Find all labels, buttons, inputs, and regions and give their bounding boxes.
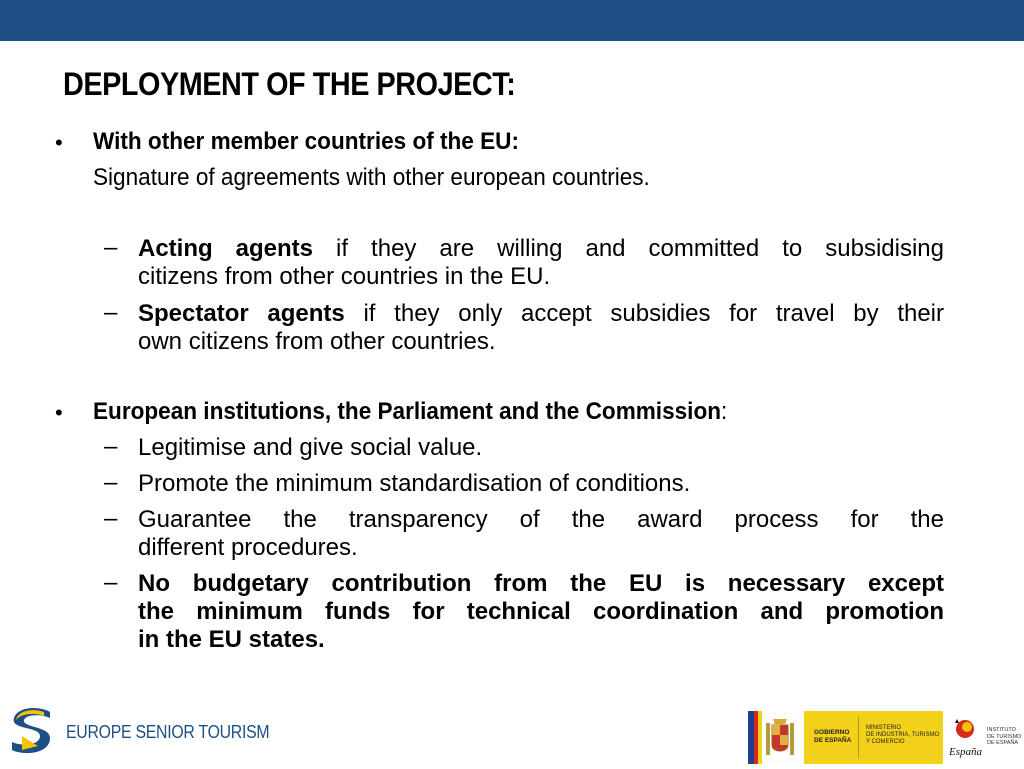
item-standardisation: Promote the minimum standardisation of conditions.: [138, 470, 691, 497]
brand-name: EUROPE SENIOR TOURISM: [66, 722, 270, 742]
spain-coat-of-arms-icon: [748, 711, 804, 764]
dash-icon: –: [104, 234, 118, 261]
slide-title: DEPLOYMENT OF THE PROJECT:: [63, 66, 516, 102]
item-acting-agents-line1: Acting agents if they are willing and committed to subsidising: [138, 235, 944, 262]
ets-logo-icon: [10, 706, 54, 759]
bullet-heading-eu-countries: With other member countries of the EU:: [93, 128, 519, 155]
item-transparency-line1: Guarantee the transparency of the award process for the: [138, 506, 944, 533]
item-acting-agents-line2: citizens from other countries in the EU.: [138, 263, 551, 290]
bullet-subtext: Signature of agreements with other european countries.: [93, 164, 650, 191]
dash-icon: –: [104, 469, 118, 496]
item-budget-line1: No budgetary contribution from the EU is necessary except: [138, 570, 944, 597]
ministry-label: MINISTERIO DE INDUSTRIA, TURISMO Y COMERCIO: [866, 725, 940, 745]
turespana-logo: [945, 711, 1024, 764]
item-budget-line2: the minimum funds for technical coordination and promotion: [138, 598, 944, 625]
item-budget-line3: in the EU states.: [138, 626, 325, 653]
item-spectator-agents-line1: Spectator agents if they only accept subsidies for travel by their: [138, 300, 945, 327]
spain-logo-text: España: [949, 746, 982, 758]
institute-label: INSTITUTO DE TURISMO DE ESPAÑA: [987, 727, 1022, 746]
divider: [858, 717, 859, 758]
item-transparency-line2: different procedures.: [138, 534, 358, 561]
government-logo: [748, 711, 943, 764]
dash-icon: –: [104, 433, 118, 460]
bullet-icon: •: [55, 400, 63, 425]
item-legitimise: Legitimise and give social value.: [138, 434, 483, 461]
bullet-heading-eu-institutions: European institutions, the Parliament and the Commission:: [93, 398, 728, 425]
header-bar: [0, 0, 1024, 41]
dash-icon: –: [104, 505, 118, 532]
dash-icon: –: [104, 299, 118, 326]
dash-icon: –: [104, 569, 118, 596]
turespana-logo-icon: [945, 711, 985, 764]
gov-label: GOBIERNO DE ESPAÑA: [814, 729, 852, 744]
item-spectator-agents-line2: own citizens from other countries.: [138, 328, 496, 355]
bullet-icon: •: [55, 130, 63, 155]
